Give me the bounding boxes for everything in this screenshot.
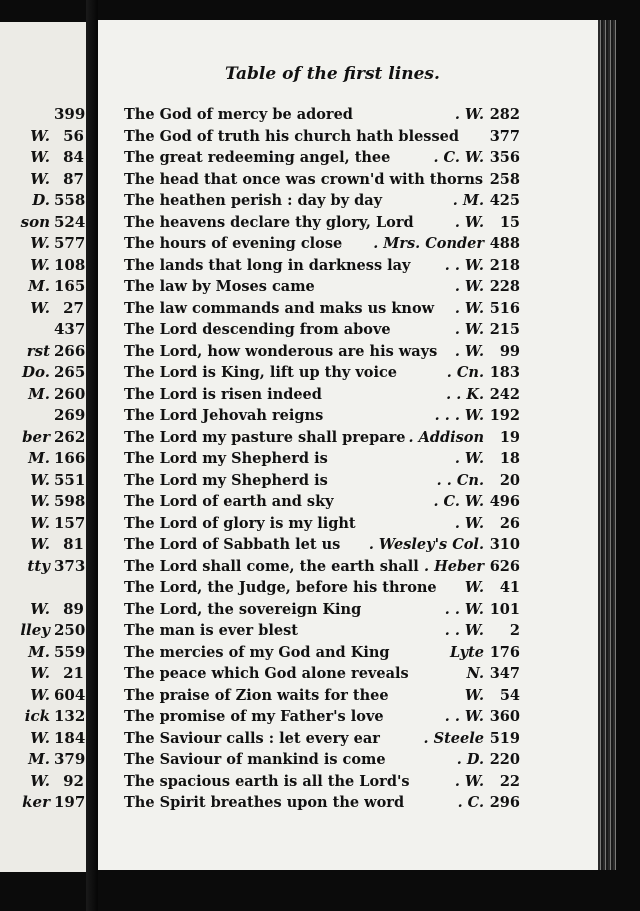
left-index-row <box>27 556 84 577</box>
left-page-number: 604 <box>54 685 86 704</box>
author-text: . W. <box>454 772 484 790</box>
index-row <box>124 147 520 168</box>
left-author-text: W. <box>30 255 50 274</box>
author-text: . Heber <box>423 557 484 575</box>
left-author-text: W. <box>30 664 50 682</box>
index-row <box>124 534 520 555</box>
page-number: 22 <box>499 772 520 790</box>
left-author-text: M. <box>28 750 50 768</box>
left-index-row <box>30 663 84 684</box>
left-author-text: W. <box>30 492 50 510</box>
page-number: 20 <box>499 471 520 489</box>
page-number: 18 <box>499 450 520 467</box>
page-number: 41 <box>499 579 520 596</box>
page-number: 516 <box>489 299 520 317</box>
left-index-row <box>30 728 84 749</box>
author-text: W. <box>464 579 484 596</box>
author-text: . W. <box>454 278 484 295</box>
left-page-number: 558 <box>54 191 86 209</box>
index-row <box>124 298 520 319</box>
page-number: 15 <box>499 213 520 231</box>
left-author-text: son <box>20 212 50 231</box>
left-author-text: W. <box>30 169 50 188</box>
page-number: 496 <box>489 493 520 510</box>
index-row <box>124 212 520 233</box>
author-text: . Wesley's Col. <box>368 536 484 553</box>
page-number: 176 <box>489 643 520 661</box>
left-page-number: 399 <box>54 105 86 123</box>
left-index-row <box>28 448 84 469</box>
first-line-text: The heavens declare thy glory, Lord <box>124 213 414 231</box>
index-row <box>124 620 520 641</box>
first-line-text: The lands that long in darkness lay <box>124 256 411 274</box>
page-number: 488 <box>489 235 520 252</box>
page-number: 54 <box>499 686 520 704</box>
left-page-number: 108 <box>54 255 86 274</box>
left-page <box>0 22 86 872</box>
left-author-text: W. <box>30 470 50 489</box>
left-index-row <box>20 620 84 641</box>
author-text: . D. <box>456 751 484 768</box>
left-index-row <box>30 147 84 168</box>
author-text: . . . W. <box>434 407 484 424</box>
page-number: 626 <box>489 557 520 575</box>
author-text: . W. <box>454 514 484 532</box>
page-number: 220 <box>489 751 520 768</box>
first-line-text: The spacious earth is all the Lord's <box>124 772 410 790</box>
left-author-text: M. <box>28 384 50 403</box>
index-row <box>124 513 520 534</box>
left-author-text: ker <box>22 793 50 811</box>
author-text: . Mrs. Conder <box>373 235 484 252</box>
left-page-number: 84 <box>63 148 84 166</box>
left-author-text: W. <box>30 599 50 618</box>
left-page-number: 250 <box>54 621 86 639</box>
page-number: 2 <box>509 622 520 639</box>
left-index-row <box>32 190 84 211</box>
left-page-number: 132 <box>54 707 86 725</box>
page-number: 360 <box>489 708 520 725</box>
left-page-number: 379 <box>54 750 86 768</box>
index-row <box>124 341 520 362</box>
first-line-text: The heathen perish : day by day <box>124 192 383 209</box>
left-page-number: 373 <box>54 556 86 575</box>
left-index-row <box>28 642 84 663</box>
left-page-number: 437 <box>54 320 86 338</box>
left-page-number: 184 <box>54 728 86 747</box>
index-row <box>124 427 520 448</box>
first-line-text: The promise of my Father's love <box>124 708 384 725</box>
page-number: 282 <box>489 106 520 123</box>
first-line-text: The head that once was crown'd with thorns <box>124 170 484 188</box>
left-author-text: Do. <box>22 363 50 381</box>
first-line-text: The mercies of my God and King <box>124 643 390 661</box>
left-page-number: 87 <box>63 169 84 188</box>
left-index-row <box>30 126 84 147</box>
first-line-text: The Lord is risen indeed <box>124 385 322 403</box>
index-row <box>124 126 520 147</box>
left-index-row <box>22 427 84 448</box>
author-text: . W. <box>454 342 484 360</box>
page-number: 99 <box>499 342 520 360</box>
first-line-text: The God of mercy be adored <box>124 106 353 123</box>
first-line-text: The man is ever blest <box>124 622 298 639</box>
first-line-text: The Lord, the Judge, before his throne <box>124 579 437 596</box>
left-page-number: 524 <box>54 212 86 231</box>
page-number: 425 <box>489 192 520 209</box>
first-line-text: The law commands and maks us know <box>124 299 435 317</box>
left-index-row <box>28 384 84 405</box>
left-page-number: 56 <box>63 126 84 145</box>
index-row <box>124 104 520 125</box>
author-text: . . W. <box>444 256 484 274</box>
index-row <box>124 319 520 340</box>
left-index-row <box>30 491 84 512</box>
first-line-text: The Lord my Shepherd is <box>124 450 328 467</box>
author-text: . . K. <box>446 385 484 403</box>
author-text: . . W. <box>444 600 484 618</box>
index-row <box>124 169 520 190</box>
left-index-row <box>30 169 84 190</box>
first-line-text: The Lord shall come, the earth shall <box>124 557 419 575</box>
author-text: . W. <box>454 106 484 123</box>
first-line-text: The peace which God alone reveals <box>124 665 409 682</box>
first-line-text: The law by Moses came <box>124 278 315 295</box>
author-text: W. <box>464 686 484 704</box>
page-number: 310 <box>489 536 520 553</box>
left-author-text: W. <box>30 513 50 532</box>
left-author-text: lley <box>20 621 50 639</box>
left-page-number: 266 <box>54 341 86 360</box>
left-index-row <box>50 319 84 340</box>
page-number: 296 <box>489 794 520 811</box>
left-index-row <box>22 362 84 383</box>
left-author-text: ber <box>22 427 50 446</box>
page-number: 183 <box>489 364 520 381</box>
left-author-text: tty <box>27 556 50 575</box>
index-row <box>124 233 520 254</box>
left-index-row <box>21 212 84 233</box>
page-number: 347 <box>489 665 520 682</box>
left-index-row <box>30 599 84 620</box>
first-line-text: The Lord, how wonderous are his ways <box>124 342 438 360</box>
left-author-text: rst <box>26 341 50 360</box>
first-line-text: The Saviour calls : let every ear <box>124 729 380 747</box>
page-title: Table of the first lines. <box>225 64 440 84</box>
author-text: . Cn. <box>446 364 484 381</box>
page-number: 258 <box>489 170 520 188</box>
author-text: . Steele <box>423 729 484 747</box>
left-author-text: M. <box>28 642 50 661</box>
left-author-text: W. <box>30 148 50 166</box>
author-text: . C. <box>457 794 484 811</box>
left-page-number: 27 <box>63 298 84 317</box>
left-page-number: 166 <box>54 449 86 467</box>
left-index-row <box>50 405 84 426</box>
left-page-number: 81 <box>63 535 84 553</box>
left-author-text: W. <box>30 234 50 252</box>
left-index-row <box>25 706 84 727</box>
left-index-row <box>28 276 84 297</box>
first-line-text: The Spirit breathes upon the word <box>124 794 405 811</box>
page-number: 218 <box>489 256 520 274</box>
left-page-number: 265 <box>54 363 86 381</box>
index-row <box>124 491 520 512</box>
first-line-text: The hours of evening close <box>124 235 343 252</box>
page-number: 26 <box>499 514 520 532</box>
author-text: . W. <box>454 450 484 467</box>
index-row <box>124 642 520 663</box>
left-index-row <box>30 255 84 276</box>
first-line-text: The praise of Zion waits for thee <box>124 686 389 704</box>
first-line-text: The great redeeming angel, thee <box>124 149 391 166</box>
index-row <box>124 470 520 491</box>
first-line-text: The Lord my Shepherd is <box>124 471 328 489</box>
left-index-row <box>50 104 84 125</box>
left-index-row <box>27 341 84 362</box>
page-number: 377 <box>489 127 520 145</box>
author-text: . C. W. <box>433 149 484 166</box>
author-text: . W. <box>454 321 484 338</box>
left-author-text: W. <box>30 771 50 790</box>
index-row <box>124 599 520 620</box>
index-row <box>124 706 520 727</box>
left-author-text: ick <box>24 707 50 725</box>
index-row <box>124 362 520 383</box>
left-author-text: M. <box>28 277 50 295</box>
index-row <box>124 405 520 426</box>
left-page-number: 577 <box>54 234 86 252</box>
first-line-text: The Lord, the sovereign King <box>124 600 362 618</box>
left-index-row <box>30 470 84 491</box>
left-index-row <box>22 792 84 813</box>
left-page-number: 92 <box>63 771 84 790</box>
first-line-text: The Lord descending from above <box>124 321 391 338</box>
index-row <box>124 276 520 297</box>
left-page-number: 197 <box>54 793 86 811</box>
author-text: . W. <box>454 299 484 317</box>
page-number: 356 <box>489 149 520 166</box>
index-row <box>124 771 520 792</box>
index-row <box>124 749 520 770</box>
page-number: 242 <box>489 385 520 403</box>
left-page-number: 21 <box>63 664 84 682</box>
first-line-text: The Lord of earth and sky <box>124 493 334 510</box>
first-line-text: The Lord is King, lift up thy voice <box>124 364 398 381</box>
left-page-number: 262 <box>54 427 86 446</box>
left-index-row <box>30 771 84 792</box>
left-index-row <box>28 749 84 770</box>
author-text: . W. <box>454 213 484 231</box>
left-index-row <box>30 513 84 534</box>
left-author-text: W. <box>30 126 50 145</box>
left-index-row <box>30 685 84 706</box>
author-text: N. <box>466 665 484 682</box>
author-text: Lyte <box>449 643 484 661</box>
first-line-text: The Saviour of mankind is come <box>124 751 386 768</box>
author-text: . . W. <box>444 708 484 725</box>
index-row <box>124 685 520 706</box>
left-author-text: W. <box>30 298 50 317</box>
index-row <box>124 255 520 276</box>
book-spine <box>86 0 98 911</box>
author-text: . M. <box>452 192 484 209</box>
left-index-row <box>30 534 84 555</box>
author-text: . . Cn. <box>436 471 484 489</box>
left-author-text: W. <box>30 728 50 747</box>
left-page-number: 157 <box>54 513 86 532</box>
first-line-text: The Lord my pasture shall prepare <box>124 428 406 446</box>
index-row <box>124 448 520 469</box>
index-row <box>124 728 520 749</box>
index-row <box>124 190 520 211</box>
left-author-text: W. <box>30 685 50 704</box>
page-number: 228 <box>489 278 520 295</box>
left-index-row <box>50 577 84 598</box>
left-author-text: D. <box>32 191 50 209</box>
first-line-text: The God of truth his church hath blessed <box>124 127 459 145</box>
left-author-text: W. <box>30 535 50 553</box>
left-page-number: 269 <box>54 406 86 424</box>
left-page-number: 260 <box>54 384 86 403</box>
first-line-text: The Lord of glory is my light <box>124 514 356 532</box>
left-page-number: 89 <box>63 599 84 618</box>
first-line-text: The Lord Jehovah reigns <box>124 407 324 424</box>
author-text: . C. W. <box>433 493 484 510</box>
left-author-text: M. <box>28 449 50 467</box>
index-row <box>124 792 520 813</box>
index-row <box>124 663 520 684</box>
author-text: . . W. <box>444 622 484 639</box>
left-page-number: 165 <box>54 277 86 295</box>
index-row <box>124 556 520 577</box>
left-page-number: 559 <box>54 642 86 661</box>
page-number: 519 <box>489 729 520 747</box>
index-row <box>124 577 520 598</box>
page-number: 192 <box>489 407 520 424</box>
index-row <box>124 384 520 405</box>
page-number: 101 <box>489 600 520 618</box>
page-number: 215 <box>489 321 520 338</box>
page-number: 19 <box>499 428 520 446</box>
left-page-number: 598 <box>54 492 86 510</box>
left-page-number: 551 <box>54 470 86 489</box>
first-line-text: The Lord of Sabbath let us <box>124 536 341 553</box>
left-index-row <box>30 298 84 319</box>
page-edge <box>598 20 616 870</box>
author-text: . Addison <box>408 428 484 446</box>
left-index-row <box>30 233 84 254</box>
